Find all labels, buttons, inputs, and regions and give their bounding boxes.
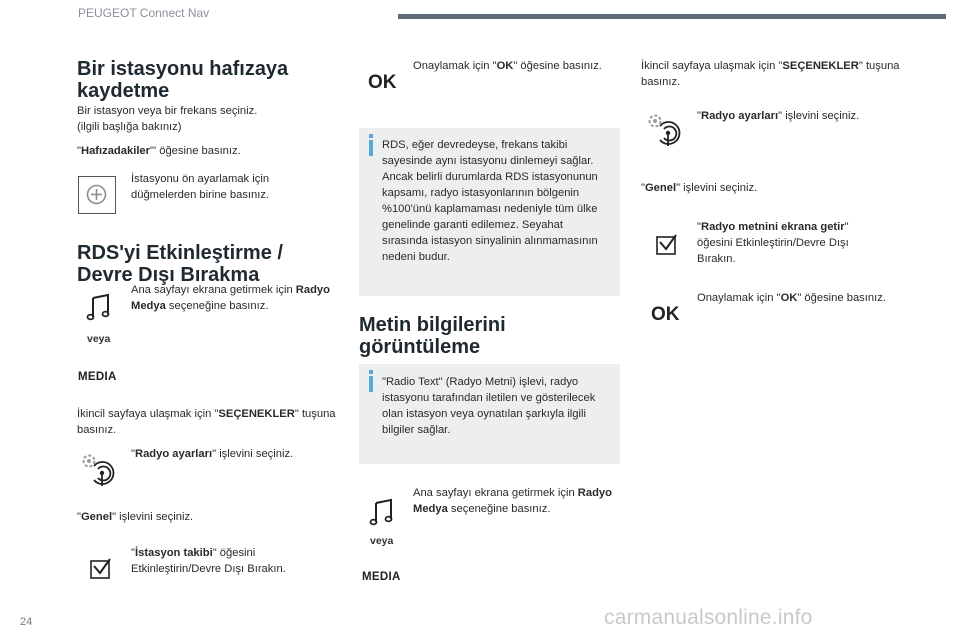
radio-text-info: "Radio Text" (Radyo Metni) işlevi, radyo istasyonu tarafından iletilen ve gösterilecek olan istasyon veya oynatılan şarkıyla ilgili bilgiler sağlar. bbox=[382, 376, 596, 436]
add-preset-icon bbox=[78, 176, 116, 214]
info-icon bbox=[369, 376, 373, 392]
watermark: carmanualsonline.info bbox=[604, 606, 813, 629]
music-note-icon bbox=[86, 292, 112, 327]
secondary-page-instruction: İkincil sayfaya ulaşmak için "SEÇENEKLER" tuşuna basınız. bbox=[77, 408, 336, 436]
section-title-rds: RDS'yi Etkinleştirme / Devre Dışı Bırakma bbox=[77, 242, 283, 286]
media-button-label: MEDIA bbox=[362, 571, 401, 583]
ok-button-label: OK bbox=[368, 72, 397, 93]
confirm-step: Onaylamak için "OK" öğesine basınız. bbox=[697, 292, 886, 304]
header-bar bbox=[398, 14, 946, 19]
info-icon bbox=[369, 140, 373, 156]
section-title-save-station: Bir istasyonu hafızaya kaydetme bbox=[77, 58, 289, 102]
radio-settings-icon bbox=[646, 112, 684, 153]
general-step: "Genel" işlevini seçiniz. bbox=[641, 182, 758, 194]
or-label: veya bbox=[87, 333, 111, 345]
rds-info-text: RDS, eğer devredeyse, frekans takibi sayesinde aynı istasyonu dinlemeyi sağlar. Ancak belirli durumlarda RDS istasyonunun kapsamı, radyo istasyonlarının bölgenin %100'ünü kaplamaması nedeniyle tüm ülke genelinde garanti edilemez. Seyahat sırasında istasyon sinyalinin alınmamasının nedeni budur. bbox=[382, 139, 598, 263]
media-button-label: MEDIA bbox=[78, 371, 117, 383]
radio-text-info-box bbox=[359, 364, 620, 464]
music-note-icon bbox=[369, 497, 395, 532]
or-label: veya bbox=[370, 535, 394, 547]
radio-settings-icon bbox=[80, 452, 118, 493]
radio-settings-step: "Radyo ayarları" işlevini seçiniz. bbox=[697, 110, 860, 122]
station-tracking-step: "İstasyon takibi" öğesini Etkinleştirin/Devre Dışı Bırakın. bbox=[131, 547, 286, 575]
home-step-text: Ana sayfayı ekrana getirmek için Radyo Medya seçeneğine basınız. bbox=[131, 284, 330, 312]
page-number: 24 bbox=[20, 616, 33, 628]
rds-info-box bbox=[359, 128, 620, 296]
radio-text-toggle-step: "Radyo metnini ekrana getir" öğesini Etkinleştirin/Devre Dışı Bırakın. bbox=[697, 221, 849, 265]
checkbox-icon bbox=[90, 558, 112, 585]
radio-settings-step: "Radyo ayarları" işlevini seçiniz. bbox=[131, 448, 294, 460]
general-step: "Genel" işlevini seçiniz. bbox=[77, 511, 194, 523]
home-step-text: Ana sayfayı ekrana getirmek için Radyo Medya seçeneğine basınız. bbox=[413, 487, 612, 515]
section-title-text-info: Metin bilgilerini görüntüleme bbox=[359, 314, 506, 358]
confirm-step: Onaylamak için "OK" öğesine basınız. bbox=[413, 60, 602, 72]
ok-button-label: OK bbox=[651, 304, 680, 325]
header-title: PEUGEOT Connect Nav bbox=[78, 6, 210, 20]
save-station-instructions: Bir istasyon veya bir frekans seçiniz. (ilgili başlığa bakınız) bbox=[77, 105, 258, 133]
favorites-instruction: "Hafızadakiler"' öğesine basınız. bbox=[77, 145, 241, 157]
preset-step-text: İstasyonu ön ayarlamak için düğmelerden birine basınız. bbox=[131, 173, 270, 201]
checkbox-icon bbox=[656, 234, 678, 261]
secondary-page-instruction: İkincil sayfaya ulaşmak için "SEÇENEKLER" tuşuna basınız. bbox=[641, 60, 900, 88]
